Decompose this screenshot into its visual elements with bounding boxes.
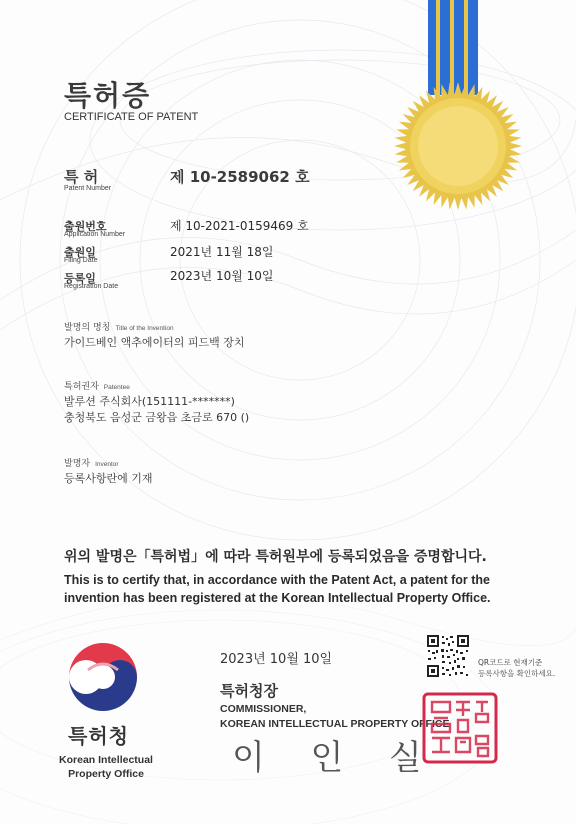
registration-date-label: 등록일: [64, 272, 96, 285]
invention-title: 가이드베인 액추에이터의 피드백 장치: [64, 336, 245, 349]
statement-ko: 위의 발명은「특허법」에 따라 특허원부에 등록되었음을 증명합니다.: [64, 549, 487, 565]
certificate-subtitle: CERTIFICATE OF PATENT: [64, 111, 199, 123]
patentee-label: [64, 379, 130, 392]
patent-number-label: 특 허: [64, 168, 99, 186]
qr-note-line1: QR코드로 현재기준: [478, 658, 543, 667]
filing-date-label: 출원일: [64, 246, 96, 259]
commissioner-line2: KOREAN INTELLECTUAL PROPERTY OFFICE: [220, 718, 450, 730]
invention-label: [64, 320, 174, 333]
application-number-label-en: Application Number: [64, 231, 126, 238]
registration-date-value: 2023년 10월 10일: [170, 269, 274, 283]
office-head-ko: 특허청장: [220, 682, 278, 700]
application-number-label: 출원번호: [64, 220, 107, 233]
application-number-value: 제 10-2021-0159469 호: [170, 219, 309, 233]
official-seal-icon: [422, 692, 498, 764]
kipo-name-en-line2: Property Office: [68, 768, 144, 780]
statement-en-line1: This is to certify that, in accordance with the Patent Act, a patent for the: [64, 573, 490, 587]
inventor-label-ko: 발명자: [64, 459, 91, 469]
kipo-logo-icon: [66, 640, 140, 714]
patent-number-label-en: Patent Number: [64, 185, 112, 192]
patent-number-value: 제 10-2589062 호: [170, 168, 310, 186]
commissioner-signature: 이 인 실: [232, 738, 430, 778]
qr-code-icon: [426, 634, 470, 678]
gold-seal-icon: [390, 78, 526, 214]
inventor-label: [64, 456, 119, 469]
patentee-label-ko: 특허권자: [64, 382, 99, 392]
filing-date-value: 2021년 11월 18일: [170, 245, 274, 259]
kipo-name-en-line1: Korean Intellectual: [59, 754, 153, 766]
invention-label-ko: 발명의 명칭: [64, 323, 111, 333]
inventor-label-en: Inventor: [95, 461, 119, 468]
issue-date: 2023년 10월 10일: [220, 652, 333, 667]
certificate-title: 특허증: [64, 79, 152, 112]
commissioner-line1: COMMISSIONER,: [220, 703, 307, 715]
inventor-value: 등록사항란에 기재: [64, 472, 153, 485]
kipo-name-ko: 특허청: [68, 724, 129, 748]
filing-date-label-en: Filing Date: [64, 257, 98, 264]
qr-note-line2: 등록사항을 확인하세요.: [478, 669, 556, 678]
statement-en-line2: invention has been registered at the Korean Intellectual Property Office.: [64, 591, 491, 605]
patentee-label-en: Patentee: [103, 384, 130, 391]
invention-label-en: Title of the Invention: [115, 325, 174, 332]
patentee-address: 충청북도 음성군 금왕읍 초금로 670 (): [64, 411, 250, 424]
patentee-name: 발루션 주식회사(151111-*******): [64, 395, 235, 408]
registration-date-label-en: Registration Date: [64, 283, 119, 290]
